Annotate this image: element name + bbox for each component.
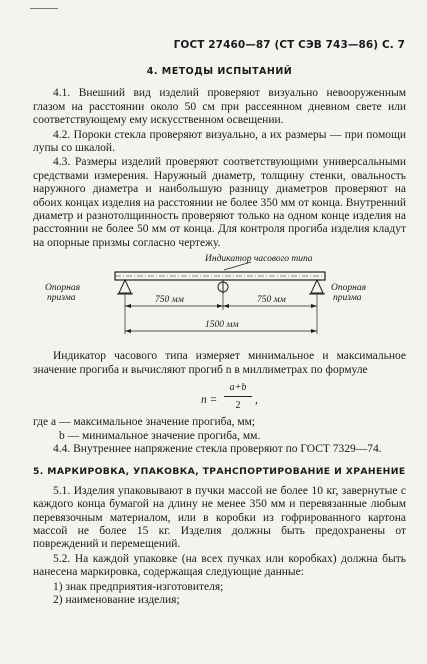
definition-a: где a — максимальное значение прогиба, мм; bbox=[33, 416, 256, 429]
formula-denominator: 2 bbox=[235, 400, 241, 412]
paragraph-indicator: Индикатор часового типа измеряет минимальное и максимальное значение прогиба и вычисляют прогиб n в миллиметрах по формуле bbox=[33, 350, 406, 376]
dimension-right: 750 мм bbox=[257, 295, 286, 306]
list-item-1: 1) знак предприятия-изготовителя; bbox=[53, 580, 224, 593]
section-4-title: 4. МЕТОДЫ ИСПЫТАНИЙ bbox=[146, 66, 293, 77]
dimension-total: 1500 мм bbox=[205, 320, 239, 331]
dimension-left: 750 мм bbox=[155, 295, 184, 306]
paragraph-4-4: 4.4. Внутреннее напряжение стекла проверяют по ГОСТ 7329—74. bbox=[53, 442, 382, 455]
top-rule bbox=[30, 8, 58, 9]
deflection-test-figure bbox=[33, 254, 406, 348]
support-right-label-1: Опорная bbox=[331, 283, 366, 294]
paragraph-5-1: 5.1. Изделия упаковывают в пучки массой не более 10 кг, завернутые с каждого конца бумагой на длину не менее 350 мм и перевязанные любым перевязочным материалом, или в коробки из гофрированного картона массой не более 15 кг. Изделия должны быть предохранены от повреждений и перемещений. bbox=[33, 484, 406, 551]
formula-numerator: a+b bbox=[229, 382, 247, 394]
definition-b: b — минимальное значение прогиба, мм. bbox=[59, 429, 261, 442]
running-header: ГОСТ 27460—87 (СТ СЭВ 743—86) С. 7 bbox=[173, 39, 405, 51]
support-right-label-2: призма bbox=[333, 293, 362, 304]
paragraph-5-2: 5.2. На каждой упаковке (на всех пучках или коробках) должна быть нанесена маркировка, содержащая следующие данные: bbox=[33, 552, 406, 579]
paragraph-4-1: 4.1. Внешний вид изделий проверяют визуально невооруженным глазом на расстоянии около 50 см при рассеянном дневном свете или соответствующему ему искусственном освещении. bbox=[33, 87, 406, 127]
formula-end: , bbox=[255, 394, 258, 407]
support-left-label-1: Опорная bbox=[45, 283, 80, 294]
section-5-title: 5. МАРКИРОВКА, УПАКОВКА, ТРАНСПОРТИРОВАНИЕ И ХРАНЕНИЕ bbox=[33, 466, 406, 478]
list-item-2: 2) наименование изделия; bbox=[53, 593, 180, 606]
paragraph-4-2: 4.2. Пороки стекла проверяют визуально, а их размеры — при помощи лупы со шкалой. bbox=[33, 128, 406, 155]
formula-fraction-bar bbox=[224, 396, 252, 397]
paragraph-4-3: 4.3. Размеры изделий проверяют соответствующими универсальными средствами измерения. Наружный диаметр, толщину стенки, овальность наружного диаметра и наибольшую разницу диаметров проверяют на обоих концах изделия на расстоянии не более 350 мм от конца. Внутренний диаметр и разнотолщинность проверяют только на одном конце изделия на расстоянии не более 50 мм от конца. Для контроля прогиба изделия кладут на опорные призмы согласно чертежу. bbox=[33, 156, 406, 249]
deflection-formula bbox=[33, 378, 406, 416]
document-body bbox=[33, 58, 406, 607]
indicator-label: Индикатор часового типа bbox=[205, 254, 313, 265]
support-left-label-2: призма bbox=[47, 293, 76, 304]
formula-lhs: n = bbox=[201, 394, 218, 407]
